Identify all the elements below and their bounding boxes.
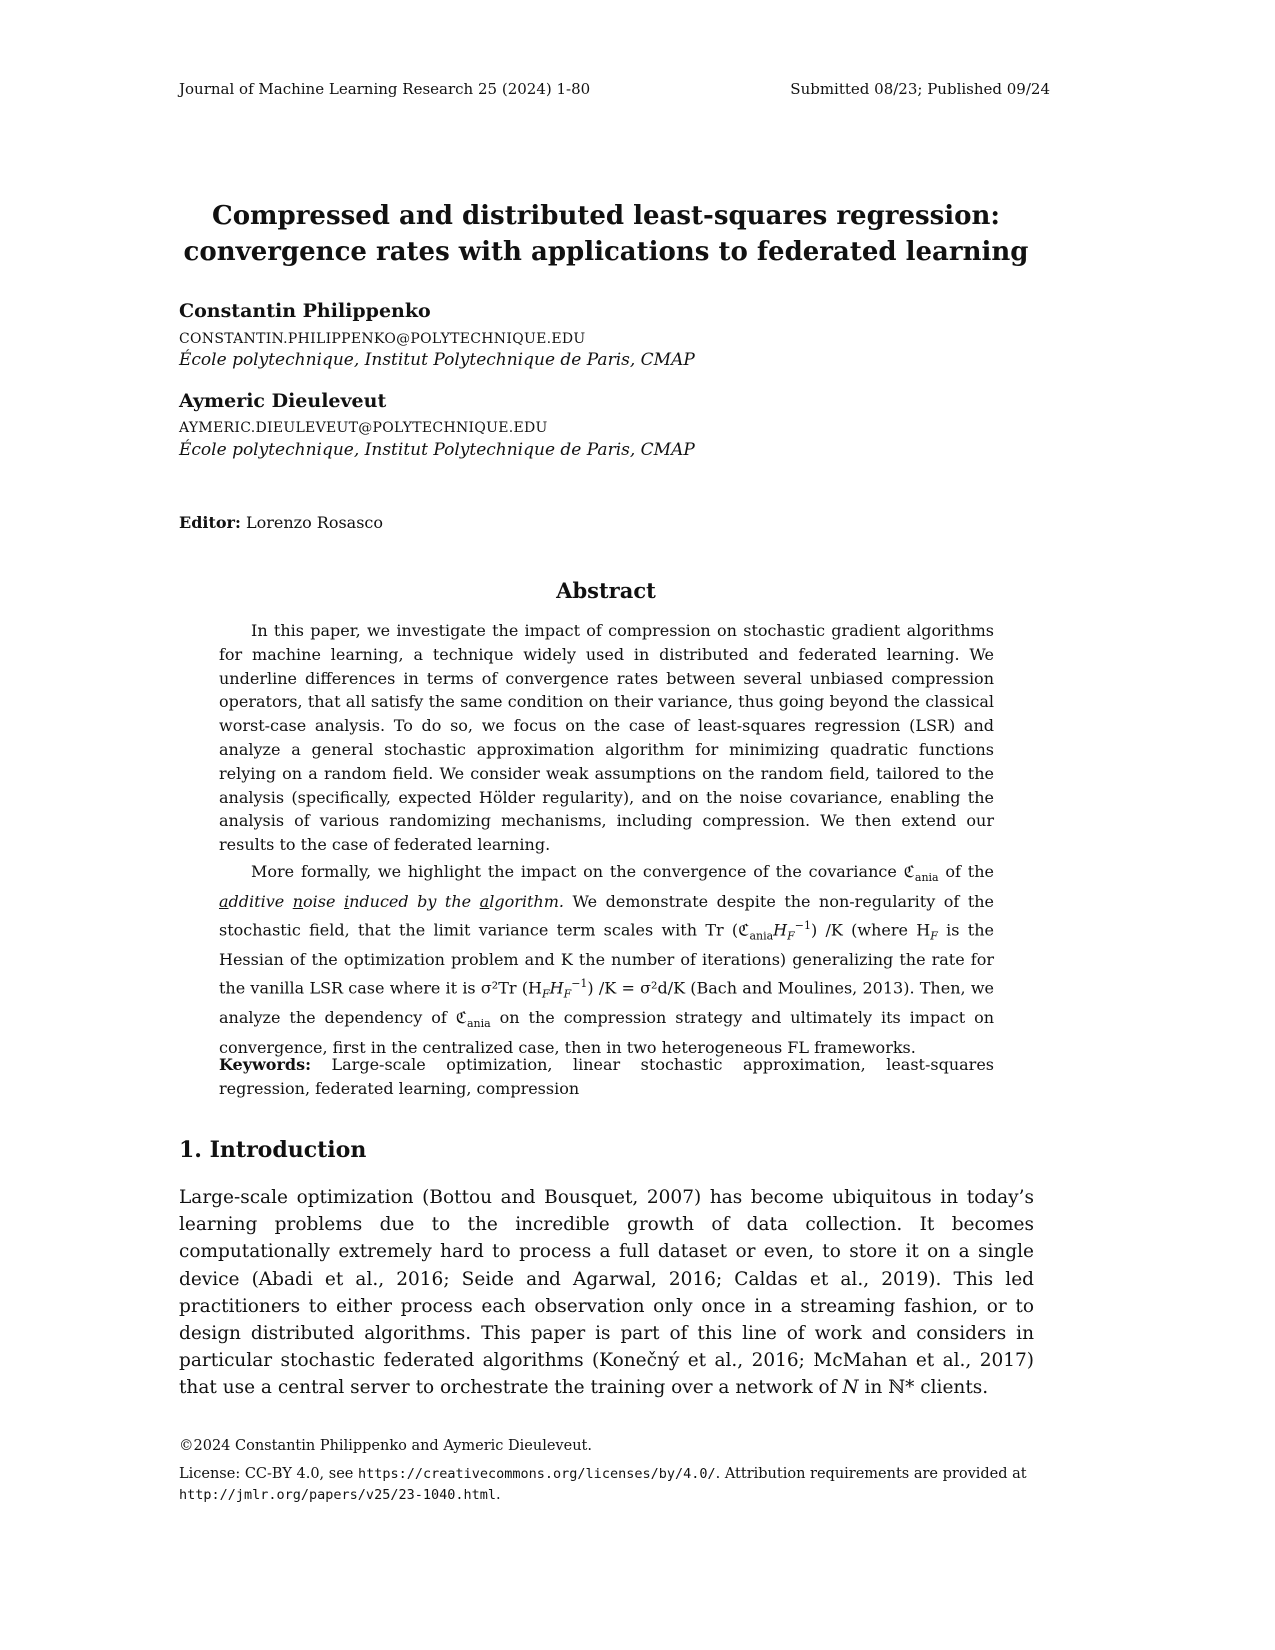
abstract-paragraph-1: In this paper, we investigate the impact of compression on stochastic gradient algorithms for machine learning, a technique widely used in distributed and federated learning. We underline differences in terms of convergence rates between several unbiased compression operators, that all satisfy the same condition on their variance, thus going beyond the classical worst-case analysis. To do so, we focus on the case of least-squares regression (LSR) and analyze a general stochastic approximation algorithm for minimizing quadratic functions relying on a random field. We consider weak assumptions on the random field, tailored to the analysis (specifically, expected Hölder regularity), and on the noise covariance, enabling the analysis of various randomizing mechanisms, including compression. We then extend our results to the case of federated learning. <box>219 621 994 855</box>
intro-paragraph: Large-scale optimization (Bottou and Bousquet, 2007) has become ubiquitous in today’s learning problems due to the incredible growth of data collection. It becomes computationally extremely hard to process a full dataset or even, to store it on a single device (Abadi et al., 2016; Seide and Agarwal, 2016; Caldas et al., 2019). This led practitioners to either process each observation only once in a streaming fashion, or to design distributed algorithms. This paper is part of this line of work and considers in particular stochastic federated algorithms (Konečný et al., 2016; McMahan et al., 2017) that use a central server to orchestrate the training over a network of N in ℕ* clients. <box>179 1187 1034 1399</box>
paper-link[interactable]: http://jmlr.org/papers/v25/23-1040.html <box>179 1487 496 1503</box>
title-line-2: convergence rates with applications to federated learning <box>183 237 1029 267</box>
author-email[interactable]: AYMERIC.DIEULEVEUT@POLYTECHNIQUE.EDU <box>179 420 548 436</box>
author-name: Aymeric Dieuleveut <box>179 390 387 412</box>
editor-name: Lorenzo Rosasco <box>245 513 384 532</box>
paper-title <box>0 198 1212 270</box>
author-email[interactable]: CONSTANTIN.PHILIPPENKO@POLYTECHNIQUE.EDU <box>179 331 586 347</box>
author-affiliation: École polytechnique, Institut Polytechnique de Paris, CMAP <box>179 440 695 460</box>
abstract-body <box>219 619 994 1060</box>
copyright-notice: ©2024 Constantin Philippenko and Aymeric Dieuleveut. <box>179 1438 592 1454</box>
author-affiliation: École polytechnique, Institut Polytechnique de Paris, CMAP <box>179 350 695 370</box>
editor-label: Editor: <box>179 513 241 532</box>
keywords-label: Keywords: <box>219 1055 312 1074</box>
keywords <box>219 1053 994 1101</box>
abstract-heading: Abstract <box>556 578 656 603</box>
title-line-1: Compressed and distributed least-squares regression: <box>212 201 1000 231</box>
journal-header: Journal of Machine Learning Research 25 (2024) 1-80 <box>179 80 591 98</box>
editor-line <box>179 513 383 532</box>
author-name: Constantin Philippenko <box>179 300 431 322</box>
abstract-paragraph-2: More formally, we highlight the impact on the convergence of the covariance ℭ$_{ania}$ of the additive noise induced by the algorithm. We demonstrate despite the non-regularity of the stochastic field, that the limit variance term scales with Tr $(ℭ_{ania}H_F^{-1})$ /K (where $H_F$ is the Hessian of the optimization problem and K the number of iterations) generalizing the rate for the vanilla LSR case where it is σ²Tr $(H_FH_F^{-1}) /K = \sigma^2d/K$ (Bach and Moulines, 2013). Then, we analyze the dependency of ℭ$_{ania}$ on the compression strategy and ultimately its impact on convergence, first in the centralized case, then in two heterogeneous FL frameworks. <box>219 861 995 1058</box>
submission-dates: Submitted 08/23; Published 09/24 <box>790 80 1050 98</box>
license-notice: License: CC-BY 4.0, see https://creativecommons.org/licenses/by/4.0/. Attribution requirements are provided at http://jmlr.org/papers/v25/23-1040.html. <box>179 1466 1027 1503</box>
section-heading: 1. Introduction <box>179 1137 367 1163</box>
license-link[interactable]: https://creativecommons.org/licenses/by/4.0/ <box>357 1466 716 1482</box>
keywords-text: Large-scale optimization, linear stochastic approximation, least-squares regression, federated learning, compression <box>219 1055 994 1098</box>
